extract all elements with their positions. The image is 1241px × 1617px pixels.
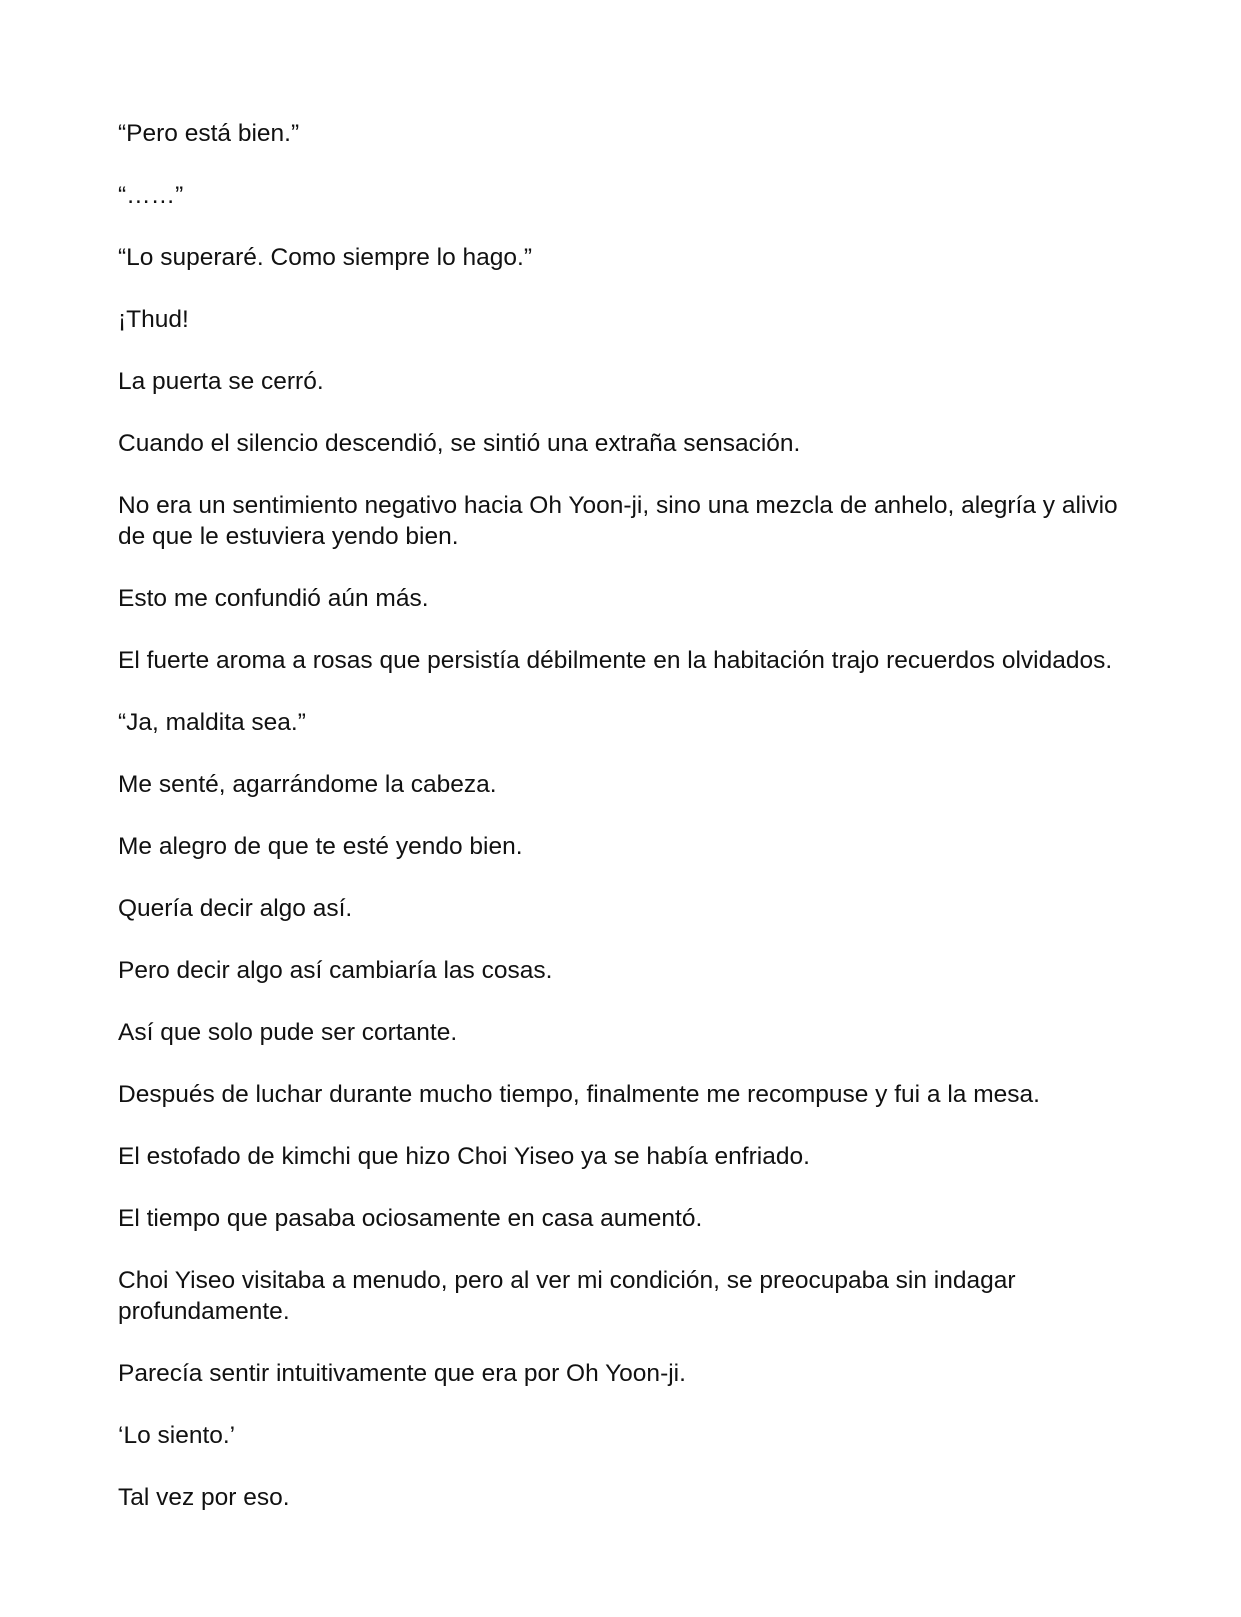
paragraph: “……”: [118, 182, 184, 209]
paragraph: El tiempo que pasaba ociosamente en casa aumentó.: [118, 1205, 703, 1232]
paragraph: Pero decir algo así cambiaría las cosas.: [118, 957, 553, 984]
paragraph: “Lo superaré. Como siempre lo hago.”: [118, 244, 532, 271]
paragraph: Quería decir algo así.: [118, 895, 353, 922]
paragraph: Después de luchar durante mucho tiempo, finalmente me recompuse y fui a la mesa.: [118, 1081, 1040, 1108]
paragraph: ‘Lo siento.’: [118, 1422, 236, 1449]
paragraph: Choi Yiseo visitaba a menudo, pero al ver mi condición, se preocupaba sin indagar profundamente.: [118, 1267, 1016, 1325]
paragraph: “Ja, maldita sea.”: [118, 709, 306, 736]
paragraph: Cuando el silencio descendió, se sintió una extraña sensación.: [118, 430, 801, 457]
paragraph: ¡Thud!: [118, 306, 189, 333]
document-body: [118, 118, 1118, 1544]
paragraph: “Pero está bien.”: [118, 120, 300, 147]
paragraph: Me alegro de que te esté yendo bien.: [118, 833, 523, 860]
paragraph: Tal vez por eso.: [118, 1484, 290, 1511]
paragraph: El fuerte aroma a rosas que persistía débilmente en la habitación trajo recuerdos olvidados.: [118, 647, 1113, 674]
paragraph: Me senté, agarrándome la cabeza.: [118, 771, 497, 798]
paragraph: El estofado de kimchi que hizo Choi Yiseo ya se había enfriado.: [118, 1143, 810, 1170]
paragraph: Parecía sentir intuitivamente que era por Oh Yoon-ji.: [118, 1360, 686, 1387]
paragraph: Esto me confundió aún más.: [118, 585, 429, 612]
paragraph: Así que solo pude ser cortante.: [118, 1019, 458, 1046]
paragraph: No era un sentimiento negativo hacia Oh Yoon-ji, sino una mezcla de anhelo, alegría y alivio de que le estuviera yendo bien.: [118, 492, 1118, 550]
paragraph: La puerta se cerró.: [118, 368, 324, 395]
